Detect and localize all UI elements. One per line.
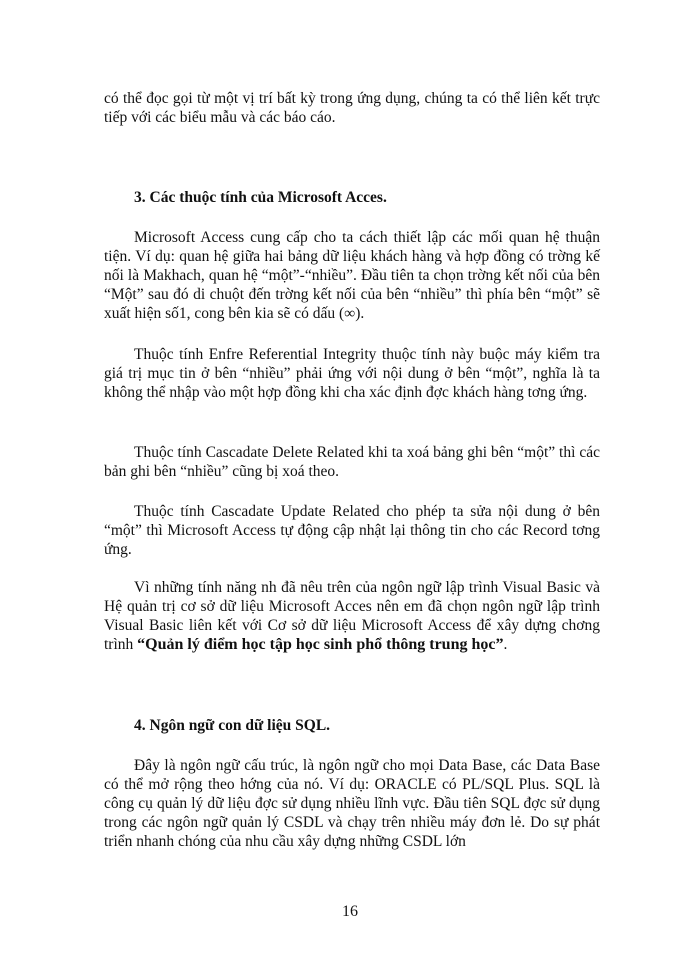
paragraph-cascade-delete: Thuộc tính Cascadate Delete Related khi ta xoá bảng ghi bên “một” thì các bản ghi bên “nhiều” cũng bị xoá theo. [104,444,600,480]
paragraph-cascade-update: Thuộc tính Cascadate Update Related cho phép ta sửa nội dung ở bên “một” thì Microsoft Access tự động cập nhật lại thông tin cho các Record tơng ứng. [104,503,600,558]
paragraph-relationships: Microsoft Access cung cấp cho ta cách thiết lập các mối quan hệ thuận tiện. Ví dụ: quan hệ giữa hai bảng dữ liệu khách hàng và hợp đồng có trờng kế nối là Makhach, quan hệ “một”-“nhiều”. Đầu tiên ta chọn trờng kết nối của bên “Một” sau đó di chuột đến trờng kết nối của bên “nhiều” thì phía bên “một” sẽ xuất hiện số1, cong bên kia sẽ có dấu (∞). [104,229,600,322]
program-title: “Quản lý điểm học tập học sinh phổ thông trung học” [137,636,504,653]
section-heading-4: 4. Ngôn ngữ con dữ liệu SQL. [134,717,331,734]
paragraph-conclusion [104,578,600,654]
conclusion-end: . [503,636,508,653]
paragraph-continuation: có thể đọc gọi từ một vị trí bất kỳ trong ứng dụng, chúng ta có thể liên kết trực tiếp với các biểu mẫu và các báo cáo. [104,90,600,126]
page-number: 16 [342,903,358,920]
paragraph-referential-integrity: Thuộc tính Enfre Referential Integrity thuộc tính này buộc máy kiểm tra giá trị mục tin ở bên “nhiều” phải ứng với nội dung ở bên “một”, nghĩa là ta không thể nhập vào một hợp đồng khi cha xác định đợc khách hàng tơng ứng. [104,346,600,401]
paragraph-sql: Đây là ngôn ngữ cấu trúc, là ngôn ngữ cho mọi Data Base, các Data Base có thể mở rộng theo hớng của nó. Ví dụ: ORACLE có PL/SQL Plus. SQL là công cụ quản lý dữ liệu đợc sử dụng nhiều lĩnh vực. Đầu tiên SQL đợc sử dụng trong các ngôn ngữ quản lý CSDL và chạy trên nhiều máy đơn lẻ. Do sự phát triển nhanh chóng của nhu cầu xây dựng những CSDL lớn [104,757,600,850]
conclusion-text: Vì những tính năng nh đã nêu trên của ngôn ngữ lập trình Visual Basic và Hệ quản trị cơ sở dữ liệu Microsoft Acces nên em đã chọn ngôn ngữ lập trình Visual Basic liên kết với Cơ sở dữ liệu Microsoft Access để xây dựng chơng trình [104,579,600,653]
section-heading-3: 3. Các thuộc tính của Microsoft Acces. [134,189,387,206]
